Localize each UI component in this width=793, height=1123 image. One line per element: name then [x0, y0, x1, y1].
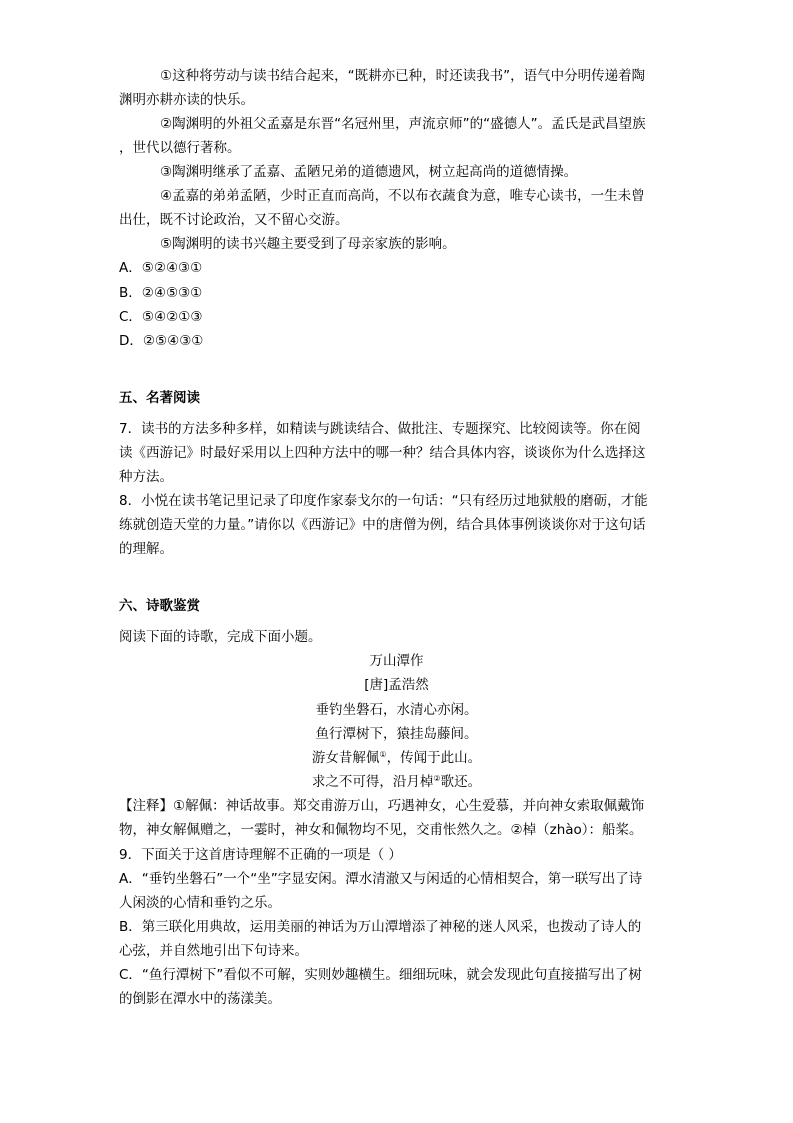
statement-3: ③陶渊明继承了孟嘉、孟陋兄弟的道德遗风，树立起高尚的道德情操。 [160, 164, 578, 180]
poem-line-2: 鱼行潭树下，猿挂岛藤间。 [315, 726, 478, 742]
q8-line-1: 8．小悦在读书笔记里记录了印度作家泰戈尔的一句话：“只有经历过地狱般的磨砺，才能 [119, 493, 648, 509]
poem-title: 万山潭作 [369, 653, 424, 669]
poem-line-1: 垂钓坐磐石，水清心亦闲。 [315, 702, 478, 718]
poem-line-4-part-1: 求之不可得，沿月棹 [311, 774, 434, 790]
q9-option-a-line-2: 人闲淡的心情和垂钓之乐。 [119, 895, 281, 911]
poem-line-3-part-1: 游女昔解佩 [311, 750, 380, 766]
q8-line-2: 练就创造天堂的力量。”请你以《西游记》中的唐僧为例，结合具体事例谈谈你对于这句话 [119, 517, 646, 533]
q9-option-c-line-2: 的倒影在潭水中的荡漾美。 [119, 991, 281, 1007]
poem-line-4-part-2: 歌还。 [440, 774, 482, 790]
q7-line-1: 7．读书的方法多种多样，如精读与跳读结合、做批注、专题探究、比较阅读等。你在阅 [119, 421, 641, 437]
q8-line-3: 的理解。 [119, 541, 173, 557]
statement-4-line-2: 出仕，既不讨论政治，又不留心交游。 [119, 212, 349, 228]
option-a: A．⑤②④③① [119, 260, 203, 276]
option-d: D．②⑤④③① [119, 333, 204, 349]
q7-line-3: 种方法。 [119, 469, 173, 485]
poem-line-3 [0, 748, 793, 768]
q9-option-b-line-1: B．第三联化用典故，运用美丽的神话为万山潭增添了神秘的迷人风采，也拨动了诗人的 [119, 919, 642, 935]
statement-5: ⑤陶渊明的读书兴趣主要受到了母亲家族的影响。 [160, 236, 456, 252]
annotation-line-1: 【注释】①解佩：神话故事。郑交甫游万山，巧遇神女，心生爱慕，并向神女索取佩戴饰 [119, 798, 645, 814]
footnote-marker-2: ② [433, 774, 441, 783]
statement-4-line-1: ④孟嘉的弟弟孟陋，少时正直而高尚，不以布衣蔬食为意，唯专心读书，一生未曾 [160, 188, 645, 204]
statement-2-line-1: ②陶渊明的外祖父孟嘉是东晋“名冠州里，声流京师”的“盛德人”。孟氏是武昌望族 [160, 116, 646, 132]
option-c: C．⑤④②①③ [119, 309, 203, 325]
footnote-marker-1: ① [379, 750, 387, 759]
q7-line-2: 读《西游记》时最好采用以上四种方法中的哪一种？结合具体内容，谈谈你为什么选择这 [119, 445, 646, 461]
option-b: B．②④⑤③① [119, 285, 203, 301]
reading-instruction: 阅读下面的诗歌，完成下面小题。 [119, 629, 322, 645]
poem-author: [唐]孟浩然 [364, 677, 429, 693]
statement-1-line-1: ①这种将劳动与读书结合起来，“既耕亦已种，时还读我书”，语气中分明传递着陶 [160, 68, 646, 84]
statement-1-line-2: 渊明亦耕亦读的快乐。 [119, 92, 254, 108]
q9-stem: 9．下面关于这首唐诗理解不正确的一项是（ ） [119, 847, 402, 863]
poem-line-4 [0, 772, 793, 792]
q9-option-b-line-2: 心弦，并自然地引出下句诗来。 [119, 943, 308, 959]
poem-line-3-part-2: ，传闻于此山。 [386, 750, 482, 766]
q9-option-a-line-1: A．“垂钓坐磐石”一个“坐”字显安闲。潭水清澈又与闲适的心情相契合，第一联写出了诗 [119, 871, 643, 887]
q9-option-c-line-1: C．“鱼行潭树下”看似不可解，实则妙趣横生。细细玩味，就会发现此句直接描写出了树 [119, 967, 642, 983]
annotation-line-2: 物，神女解佩赠之，一霎时，神女和佩物均不见，交甫怅然久之。②棹（zhào）：船桨。 [119, 822, 643, 838]
section-5-heading: 五、名著阅读 [119, 390, 200, 406]
section-6-heading: 六、诗歌鉴赏 [119, 598, 200, 614]
statement-2-line-2: ，世代以德行著称。 [119, 140, 241, 156]
